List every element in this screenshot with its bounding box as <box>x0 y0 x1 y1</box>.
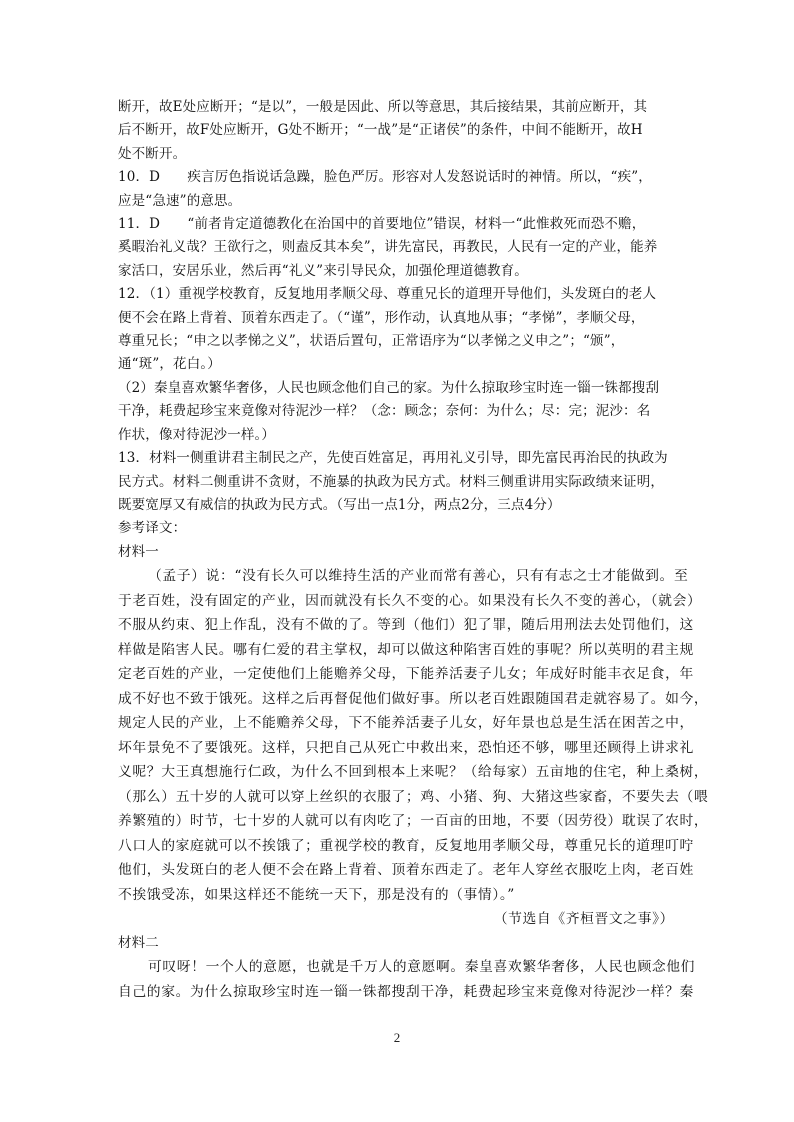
reference-translation-label: 参考译文： <box>118 520 187 537</box>
translation-material1 <box>118 564 709 932</box>
answer-line: 处不断开。 <box>118 145 187 162</box>
translation-line: 养繁殖的）时节，七十岁的人就可以有肉吃了；一百亩的田地，不要（因劳役）耽误了农时， <box>118 813 709 830</box>
translation-line: 成不好也不致于饿死。这样之后再督促他们做好事。所以老百姓跟随国君走就容易了。如今， <box>118 690 709 707</box>
answer-block <box>118 96 680 564</box>
answer-line: （2）秦皇喜欢繁华奢侈，人民也顾念他们自己的家。为什么掠取珍宝时连一锱一铢都搜刮 <box>118 379 660 396</box>
answer-line: 11．D “前者肯定道德教化在治国中的首要地位”错误，材料一“此惟救死而恐不赡， <box>118 216 646 233</box>
answer-line: 13．材料一侧重讲君主制民之产，先使百姓富足，再用礼义引导，即先富民再治民的执政为 <box>118 450 668 467</box>
translation-line: 他们，头发斑白的老人便不会在路上背着、顶着东西走了。老年人穿丝衣服吃上肉，老百姓 <box>118 862 694 879</box>
material1-label: 材料一 <box>118 543 159 560</box>
answer-line: 奚暇治礼义哉？王欲行之，则盍反其本矣”，讲先富民，再教民，人民有一定的产业，能养 <box>118 239 658 256</box>
translation-line: 于老百姓，没有固定的产业，因而就没有长久不变的心。如果没有长久不变的善心，（就会） <box>118 592 702 609</box>
answer-line: 10．D 疾言厉色指说话急躁，脸色严厉。形容对人发怒说话时的神情。所以，“疾”， <box>118 169 652 186</box>
answer-line: 后不断开，故F处应断开，G处不断开；“一战”是“正诸侯”的条件，中间不能断开，故H <box>118 122 643 139</box>
answer-line: 民方式。材料二侧重讲不贪财，不施暴的执政为民方式。材料三侧重讲用实际政绩来证明， <box>118 473 664 490</box>
answer-line: 便不会在路上背着、顶着东西走了。（“谨”，形作动，认真地从事；“孝悌”，孝顺父母， <box>118 309 645 326</box>
translation-line: 可叹呀！一个人的意愿，也就是千万人的意愿啊。秦皇喜欢繁华奢侈，人民也顾念他们 <box>148 959 696 976</box>
page-number: 2 <box>393 1030 401 1045</box>
translation-line: 定老百姓的产业，一定使他们上能赡养父母，下能养活妻子儿女；年成好时能丰衣足食，年 <box>118 666 694 683</box>
answer-line: 作状，像对待泥沙一样。） <box>118 426 276 443</box>
translation-line: 义呢？大王真想施行仁政，为什么不回到根本上来呢？（给每家）五亩地的住宅，种上桑树， <box>118 764 709 781</box>
page-content <box>118 96 709 1004</box>
translation-line: 不挨饿受冻，如果这样还不能统一天下，那是没有的（事情）。” <box>118 886 515 903</box>
answer-line: 应是“急速”的意思。 <box>118 192 242 209</box>
translation-line: 规定人民的产业，上不能赡养父母，下不能养活妻子儿女，好年景也总是生活在困苦之中， <box>118 715 694 732</box>
translation-material2 <box>118 955 696 1004</box>
source-note: （节选自《齐桓晋文之事》） <box>493 911 674 928</box>
translation-line: （孟子）说：“没有长久可以维持生活的产业而常有善心，只有有志之士才能做到。至 <box>148 568 689 585</box>
translation-line: （那么）五十岁的人就可以穿上丝织的衣服了；鸡、小猪、狗、大猪这些家畜，不要失去（喂 <box>118 788 709 805</box>
translation-line: 不服从约束、犯上作乱，没有不做的了。等到（他们）犯了罪，随后用刑法去处罚他们，这 <box>118 617 694 634</box>
answer-line: 通“斑”，花白。） <box>118 356 221 373</box>
answer-line: 12．（1）重视学校教育，反复地用孝顺父母、尊重兄长的道理开导他们，头发斑白的老人 <box>118 286 657 303</box>
translation-line: 八口人的家庭就可以不挨饿了；重视学校的教育，反复地用孝顺父母，尊重兄长的道理叮咛 <box>118 837 694 854</box>
material2-label: 材料二 <box>118 934 159 951</box>
answer-line: 尊重兄长；“申之以孝悌之义”，状语后置句，正常语序为“以孝悌之义申之”；“颁”， <box>118 333 625 350</box>
answer-line: 既要宽厚又有威信的执政为民方式。（写出一点1分，两点2分，三点4分） <box>118 496 561 513</box>
translation-line: 坏年景免不了要饿死。这样，只把自己从死亡中救出来，恐怕还不够，哪里还顾得上讲求礼 <box>118 739 694 756</box>
answer-line: 家活口，安居乐业，然后再“礼义”来引导民众，加强伦理道德教育。 <box>118 262 528 279</box>
translation-line: 样做是陷害人民。哪有仁爱的君主掌权，却可以做这种陷害百姓的事呢？所以英明的君主规 <box>118 641 694 658</box>
answer-line: 断开，故E处应断开；“是以”，一般是因此、所以等意思，其后接结果，其前应断开，其 <box>118 99 648 115</box>
answer-line: 干净，耗费起珍宝来竟像对待泥沙一样？（念：顾念；奈何：为什么；尽：完；泥沙：名 <box>118 403 651 420</box>
translation-line: 自己的家。为什么掠取珍宝时连一锱一铢都搜刮干净，耗费起珍宝来竟像对待泥沙一样？秦 <box>118 983 694 1000</box>
